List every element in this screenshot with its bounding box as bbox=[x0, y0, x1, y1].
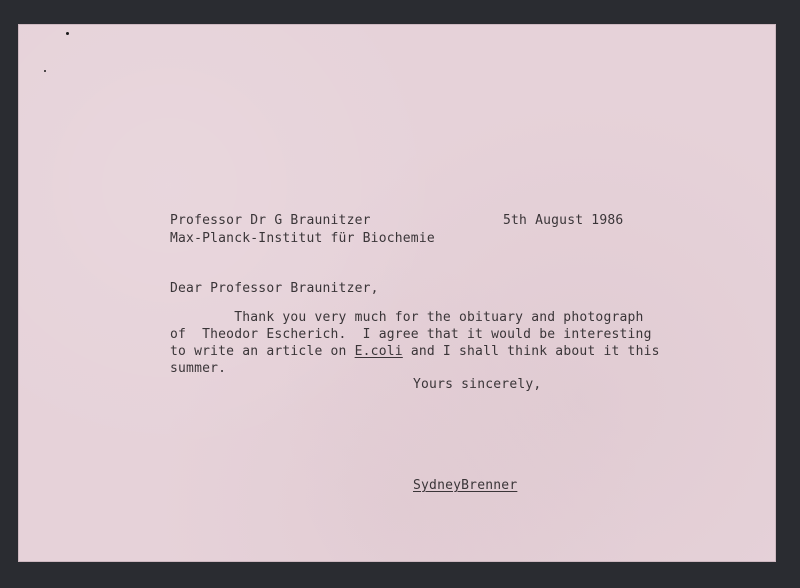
paper-speck bbox=[66, 32, 69, 35]
underlined-term: E.coli bbox=[354, 344, 403, 359]
paper-speck bbox=[44, 70, 46, 72]
body-line: Thank you very much for the obituary and photograph bbox=[170, 310, 644, 325]
recipient-name: Professor Dr G Braunitzer bbox=[170, 213, 371, 228]
body-line: of Theodor Escherich. I agree that it would be interesting bbox=[170, 327, 652, 342]
letter-body bbox=[170, 309, 660, 377]
body-line: and I shall think about it this bbox=[402, 344, 660, 359]
letter-sheet bbox=[18, 24, 776, 562]
recipient-institution: Max-Planck-Institut für Biochemie bbox=[170, 231, 435, 246]
salutation: Dear Professor Braunitzer, bbox=[170, 281, 379, 296]
body-line: to write an article on bbox=[170, 344, 355, 359]
letter-date: 5th August 1986 bbox=[503, 213, 624, 228]
body-line: summer. bbox=[170, 361, 227, 376]
closing: Yours sincerely, bbox=[413, 377, 542, 392]
signature: SydneyBrenner bbox=[413, 478, 518, 493]
